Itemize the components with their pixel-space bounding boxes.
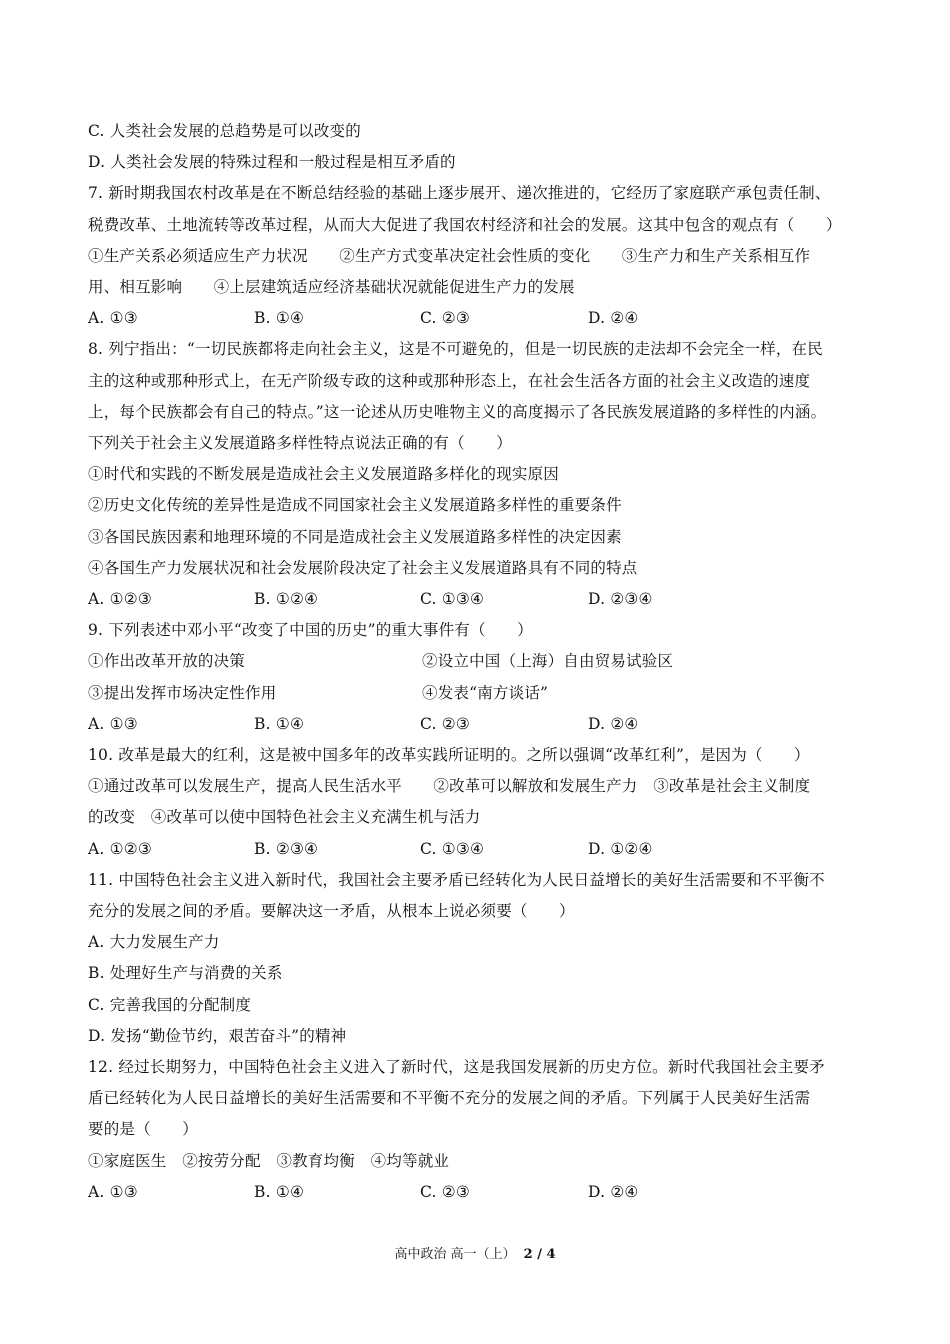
- option-row: [88, 714, 868, 734]
- page-number: 2 / 4: [523, 1247, 556, 1262]
- text-line: 用、相互影响 ④上层建筑适应经济基础状况就能促进生产力的发展: [88, 278, 575, 296]
- text-line: 盾已经转化为人民日益增长的美好生活需要和不平衡不充分的发展之间的矛盾。下列属于人民美好生活需: [88, 1089, 811, 1107]
- answer-option: C. ②③: [420, 1183, 470, 1201]
- text-line: 要的是（ ）: [88, 1120, 198, 1138]
- text-line: ②历史文化传统的差异性是造成不同国家社会主义发展道路多样性的重要条件: [88, 496, 622, 514]
- text-line: ④各国生产力发展状况和社会发展阶段决定了社会主义发展道路具有不同的特点: [88, 559, 638, 577]
- answer-option: D. ②④: [588, 715, 639, 733]
- answer-option: A. ①②③: [88, 840, 152, 858]
- page-footer: [0, 1246, 950, 1264]
- text-line: C. 人类社会发展的总趋势是可以改变的: [88, 122, 361, 140]
- statement-item: ②设立中国（上海）自由贸易试验区: [422, 652, 674, 670]
- text-line: 8. 列宁指出：“一切民族都将走向社会主义，这是不可避免的，但是一切民族的走法却不会完全一样，在民: [88, 340, 823, 358]
- text-line: ③各国民族因素和地理环境的不同是造成社会主义发展道路多样性的决定因素: [88, 528, 622, 546]
- text-line: 9. 下列表述中邓小平“改变了中国的历史”的重大事件有（ ）: [88, 621, 533, 639]
- item-pair-row: [88, 651, 868, 671]
- option-row: [88, 1182, 868, 1202]
- answer-option: C. ①③④: [420, 840, 485, 858]
- text-line: 主的这种或那种形式上，在无产阶级专政的这种或那种形态上，在社会生活各方面的社会主义改造的速度: [88, 372, 811, 390]
- answer-option: C. ②③: [420, 309, 470, 327]
- statement-item: ④发表“南方谈话”: [422, 684, 549, 702]
- text-line: C. 完善我国的分配制度: [88, 996, 252, 1014]
- answer-option: B. ①④: [254, 715, 305, 733]
- answer-option: D. ②④: [588, 309, 639, 327]
- statement-item: ①作出改革开放的决策: [88, 652, 246, 670]
- text-line: 的改变 ④改革可以使中国特色社会主义充满生机与活力: [88, 808, 481, 826]
- text-line: 10. 改革是最大的红利，这是被中国多年的改革实践所证明的。之所以强调“改革红利”，是因为（ ）: [88, 746, 810, 764]
- text-line: 7. 新时期我国农村改革是在不断总结经验的基础上逐步展开、递次推进的，它经历了家庭联产承包责任制、: [88, 184, 831, 202]
- text-line: 11. 中国特色社会主义进入新时代，我国社会主要矛盾已经转化为人民日益增长的美好生活需要和不平衡不: [88, 871, 825, 889]
- answer-option: A. ①③: [88, 715, 138, 733]
- text-line: 税费改革、土地流转等改革过程，从而大大促进了我国农村经济和社会的发展。这其中包含的观点有（ ）: [88, 216, 842, 234]
- answer-option: D. ②④: [588, 1183, 639, 1201]
- text-line: ①家庭医生 ②按劳分配 ③教育均衡 ④均等就业: [88, 1152, 450, 1170]
- text-line: B. 处理好生产与消费的关系: [88, 964, 283, 982]
- text-line: 12. 经过长期努力，中国特色社会主义进入了新时代，这是我国发展新的历史方位。新时代我国社会主要矛: [88, 1058, 825, 1076]
- answer-option: C. ②③: [420, 715, 470, 733]
- text-line: D. 人类社会发展的特殊过程和一般过程是相互矛盾的: [88, 153, 456, 171]
- text-line: ①时代和实践的不断发展是造成社会主义发展道路多样化的现实原因: [88, 465, 560, 483]
- item-pair-row: [88, 683, 868, 703]
- option-row: [88, 839, 868, 859]
- answer-option: B. ①④: [254, 1183, 305, 1201]
- answer-option: A. ①②③: [88, 590, 152, 608]
- text-line: ①通过改革可以发展生产，提高人民生活水平 ②改革可以解放和发展生产力 ③改革是社会主义制度: [88, 777, 811, 795]
- text-line: D. 发扬“勤俭节约，艰苦奋斗”的精神: [88, 1027, 347, 1045]
- answer-option: B. ①④: [254, 309, 305, 327]
- statement-item: ③提出发挥市场决定性作用: [88, 684, 277, 702]
- answer-option: D. ②③④: [588, 590, 653, 608]
- answer-option: B. ①②④: [254, 590, 319, 608]
- option-row: [88, 308, 868, 328]
- text-line: ①生产关系必须适应生产力状况 ②生产方式变革决定社会性质的变化 ③生产力和生产关系相互作: [88, 247, 811, 265]
- answer-option: C. ①③④: [420, 590, 485, 608]
- answer-option: D. ①②④: [588, 840, 653, 858]
- text-line: 上，每个民族都会有自己的特点。”这一论述从历史唯物主义的高度揭示了各民族发展道路的多样性的内涵。: [88, 403, 827, 421]
- footer-title: 高中政治 高一（上）: [394, 1247, 516, 1262]
- answer-option: A. ①③: [88, 1183, 138, 1201]
- text-line: 充分的发展之间的矛盾。要解决这一矛盾，从根本上说必须要（ ）: [88, 902, 575, 920]
- text-line: 下列关于社会主义发展道路多样性特点说法正确的有（ ）: [88, 434, 512, 452]
- text-line: A. 大力发展生产力: [88, 933, 220, 951]
- answer-option: B. ②③④: [254, 840, 319, 858]
- answer-option: A. ①③: [88, 309, 138, 327]
- option-row: [88, 589, 868, 609]
